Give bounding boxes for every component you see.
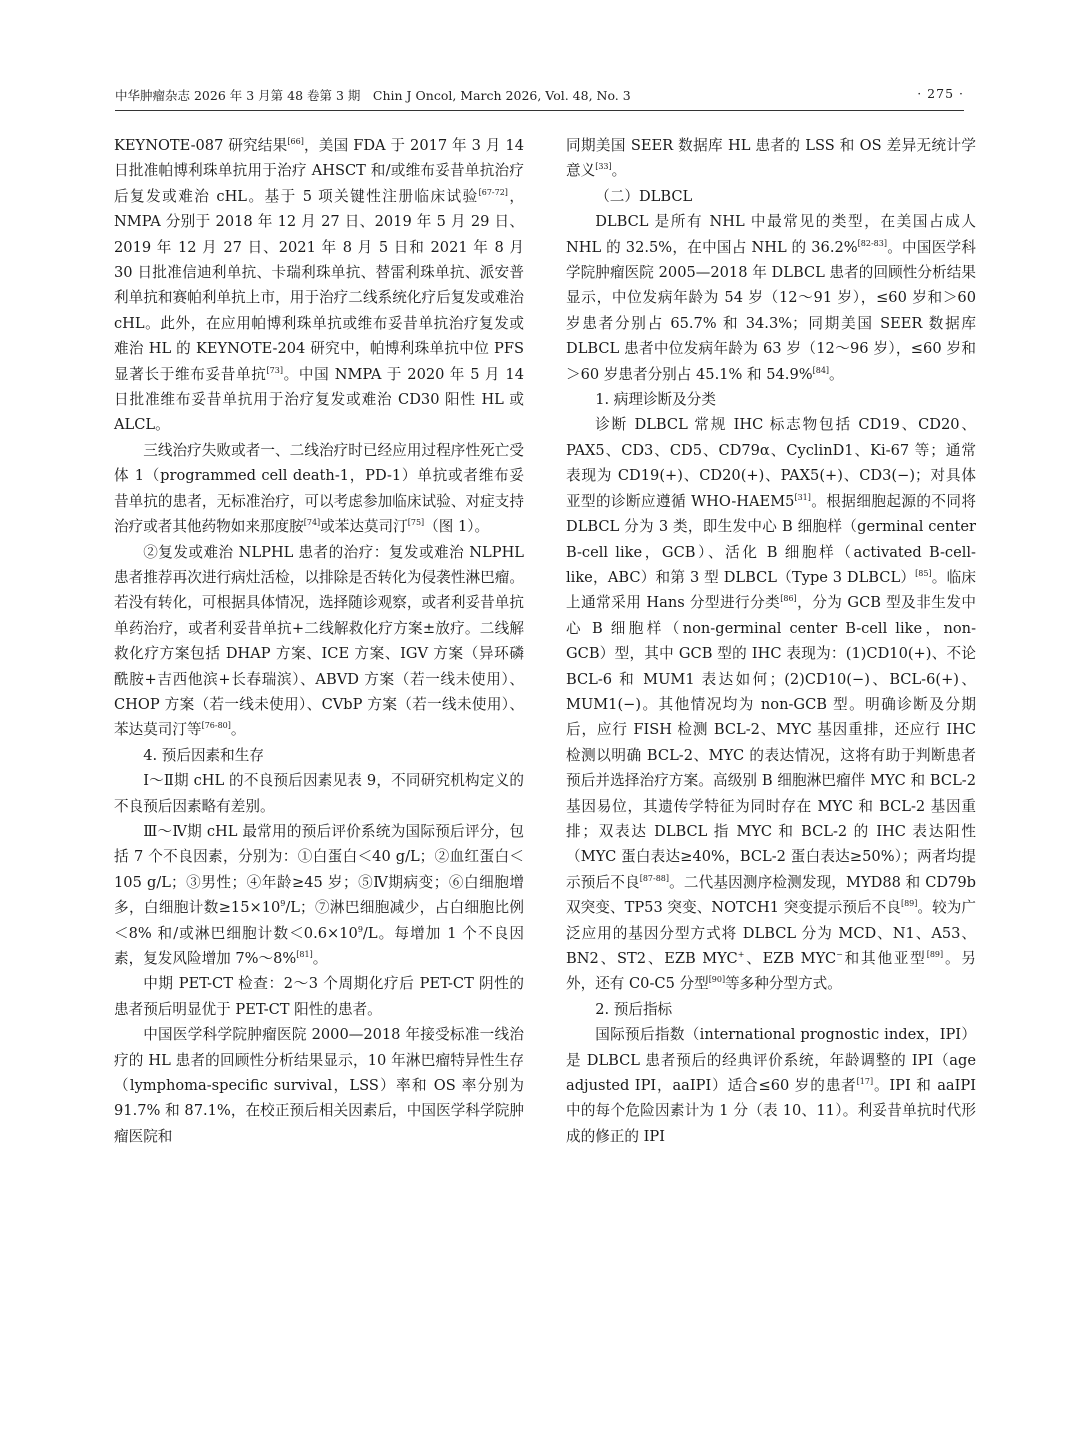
text-run: 或苯达莫司汀 [320, 518, 408, 536]
citation-ref: [87-88] [639, 873, 670, 883]
citation-ref: [73] [266, 365, 283, 375]
citation-ref: 9 [280, 899, 286, 909]
citation-ref: [90] [708, 975, 726, 985]
citation-ref: − [836, 950, 843, 959]
text-run: 1. 病理诊断及分类 [595, 391, 716, 409]
text-run: 4. 预后因素和生存 [143, 746, 264, 764]
text-run: 三线治疗失败或者一、二线治疗时已经应用过程序性死亡受体 1（programmed cell death-1，PD-1）单抗或者维布妥昔单抗的患者，无标准治疗，可以考虑参加临床试验、对症支持治疗或者其他药物如来那度胺 [114, 441, 524, 536]
text-run: 同期美国 SEER 数据库 HL 患者的 LSS 和 OS 差异无统计学意义 [566, 137, 976, 180]
text-run: ，NMPA 分别于 2018 年 12 月 27 日、2019 年 5 月 29 日、2019 年 12 月 27 日、2021 年 8 月 5 日和 2021 年 8 月 30 日批准信迪利单抗、卡瑞利珠单抗、替雷利珠单抗、派安普利单抗和赛帕利单抗上市，用于治疗二线系统化疗后复发或难治 cHL。此外，在应用帕博利珠单抗或维布妥昔单抗治疗复发或难治 HL 的 KEYNOTE-204 研究中，帕博利珠单抗中位 PFS 显著长于维布妥昔单抗 [114, 187, 524, 383]
text-run: 诊断 DLBCL 常规 IHC 标志物包括 CD19、CD20、PAX5、CD3、CD5、CD79α、CyclinD1、Ki-67 等；通常表现为 CD19(+)、CD20(+)、PAX5(+)、CD3(−)；对具体亚型的诊断应遵循 WHO-HAEM5 [566, 416, 976, 510]
citation-ref: [33] [595, 162, 612, 172]
citation-ref: [84] [812, 365, 830, 375]
section-heading [114, 743, 524, 768]
citation-ref: [85] [915, 568, 932, 578]
left-column [114, 133, 524, 1149]
paragraph [114, 133, 524, 438]
citation-ref: [89] [900, 899, 918, 909]
text-run: 和其他亚型 [842, 950, 927, 967]
text-run: （图 1）。 [424, 518, 490, 536]
citation-ref: [75] [407, 518, 425, 528]
text-run: 。较为广泛应用的基因分型方式将 DLBCL 分为 MCD、N1、A53、BN2、ST2、EZB MYC [566, 899, 976, 967]
text-run: 中期 PET-CT 检查：2～3 个周期化疗后 PET-CT 阴性的患者预后明显优于 PET-CT 阳性的患者。 [114, 975, 524, 1018]
citation-ref: [67-72] [478, 187, 508, 197]
citation-ref: [82-83] [857, 238, 887, 248]
text-run: ②复发或难治 NLPHL 患者的治疗：复发或难治 NLPHL 患者推荐再次进行病灶活检，以排除是否转化为侵袭性淋巴瘤。若没有转化，可根据具体情况，选择随诊观察，或者利妥昔单抗单药治疗，或者利妥昔单抗+二线解救化疗方案±放疗。二线解救化疗方案包括 DHAP 方案、ICE 方案、IGV 方案（异环磷酰胺+吉西他滨+长春瑞滨）、ABVD 方案（若一线未使用）、CHOP 方案（若一线未使用）、CVbP 方案（若一线未使用）、苯达莫司汀等 [114, 543, 524, 739]
paragraph [114, 971, 524, 1022]
citation-ref: [31] [794, 492, 811, 502]
text-run: 中国医学科学院肿瘤医院 2000—2018 年接受标准一线治疗的 HL 患者的回顾性分析结果显示，10 年淋巴瘤特异性生存（lymphoma-specific survival，LSS）率和 OS 率分别为 91.7% 和 87.1%，在校正预后相关因素后，中国医学科学院肿瘤医院和 [114, 1026, 524, 1145]
text-run: 。IPI 和 aaIPI 中的每个危险因素计为 1 分（表 10、11）。利妥昔单抗时代形成的修正的 IPI [566, 1077, 976, 1145]
text-run: 。 [611, 162, 627, 180]
text-run: 。 [312, 950, 328, 967]
page-number: · 275 · [917, 86, 964, 101]
text-run: ，美国 FDA 于 2017 年 3 月 14 日批准帕博利珠单抗用于治疗 AHSCT 和/或维布妥昔单抗治疗后复发或难治 cHL。基于 5 项关键性注册临床试验 [114, 137, 524, 205]
section-heading [566, 997, 976, 1022]
paragraph [566, 1022, 976, 1149]
citation-ref: 9 [357, 924, 363, 934]
running-header [115, 86, 964, 108]
text-run: DLBCL 是所有 NHL 中最常见的类型，在美国占成人 NHL 的 32.5%，在中国占 NHL 的 36.2% [566, 213, 976, 256]
text-run: 、EZB MYC [744, 950, 837, 967]
text-run: ，分为 GCB 型及非生发中心 B 细胞样（non-germinal center B-cell like，non-GCB）型，其中 GCB 型的 IHC 表现为：(1)CD10(+)、不论 BCL-6 和 MUM1 表达如何；(2)CD10(−)、BCL-6(+)、MUM1(−)。其他情况均为 non-GCB 型。明确诊断及分期后，应行 FISH 检测 BCL-2、MYC 基因重排，还应行 IHC 检测以明确 BCL-2、MYC 的表达情况，这将有助于判断患者预后并选择治疗方案。高级别 B 细胞淋巴瘤伴 MYC 和 BCL-2 基因易位，其遗传学特征为同时存在 MYC 和 BCL-2 基因重排；双表达 DLBCL 指 MYC 和 BCL-2 的 IHC 表达阳性（MYC 蛋白表达≥40%，BCL-2 蛋白表达≥50%）；两者均提示预后不良 [566, 594, 976, 891]
citation-ref: [76-80] [201, 721, 231, 731]
citation-ref: [86] [780, 594, 797, 604]
text-run: Ⅰ～Ⅱ期 cHL 的不良预后因素见表 9，不同研究机构定义的不良预后因素略有差别。 [114, 772, 524, 815]
text-run: /L。每增加 1 个不良因素，复发风险增加 7%～8% [114, 924, 525, 967]
header-rule [115, 110, 964, 111]
text-run: 。中国医学科学院肿瘤医院 2005—2018 年 DLBCL 患者的回顾性分析结果显示，中位发病年龄为 54 岁（12～91 岁），≤60 岁和＞60 岁患者分别占 65.7% 和 34.3%；同期美国 SEER 数据库 DLBCL 患者中位发病年龄为 63 岁（12～96 岁），≤60 岁和＞60 岁患者分别占 45.1% 和 54.9% [566, 238, 976, 383]
journal-citation: 中华肿瘤杂志 2026 年 3 月第 48 卷第 3 期 Chin J Oncol, March 2026, Vol. 48, No. 3 [115, 88, 631, 103]
citation-ref: [66] [287, 137, 304, 146]
citation-ref: [89] [926, 950, 944, 959]
text-run: 。 [829, 365, 844, 383]
text-run: 国际预后指数（international prognostic index，IPI）是 DLBCL 患者预后的经典评价系统，年龄调整的 IPI（age adjusted IPI，aaIPI）适合≤60 岁的患者 [566, 1026, 976, 1095]
text-run: 等多种分型方式。 [725, 975, 842, 993]
text-run: Ⅲ～Ⅳ期 cHL 最常用的预后评价系统为国际预后评分，包括 7 个不良因素，分别为：①白蛋白＜40 g/L；②血红蛋白＜105 g/L；③男性；④年龄≥45 岁；⑤Ⅳ期病变；⑥白细胞增多，白细胞计数≥15×10 [114, 822, 524, 917]
text-run: 。根据细胞起源的不同将 DLBCL 分为 3 类，即生发中心 B 细胞样（germinal center B-cell like，GCB）、活化 B 细胞样（activated B-cell-like，ABC）和第 3 型 DLBCL（Type 3 DLBCL） [566, 492, 976, 586]
section-heading [566, 387, 976, 412]
section-heading [566, 184, 976, 209]
citation-ref: [74] [303, 518, 321, 528]
text-run: KEYNOTE-087 研究结果 [114, 137, 288, 154]
paragraph [566, 209, 976, 387]
text-run: 。中国 NMPA 于 2020 年 5 月 14 日批准维布妥昔单抗用于治疗复发或难治 CD30 阳性 HL 或 ALCL。 [114, 365, 524, 434]
paragraph [566, 412, 976, 996]
right-column [566, 133, 976, 1149]
citation-ref: [81] [296, 950, 313, 959]
text-run: 2. 预后指标 [595, 1000, 673, 1018]
paragraph [114, 768, 524, 819]
paragraph [114, 819, 524, 971]
paragraph [114, 540, 524, 743]
text-run: 。另外，还有 C0-C5 分型 [566, 950, 976, 993]
text-run: 。 [230, 721, 246, 739]
paragraph [566, 133, 976, 184]
text-run: 。临床上通常采用 Hans 分型进行分类 [566, 568, 976, 612]
text-run: （二）DLBCL [595, 187, 693, 205]
text-run: /L；⑦淋巴细胞减少，占白细胞比例＜8% 和/或淋巴细胞计数＜0.6×10 [114, 899, 524, 942]
paragraph [114, 1022, 524, 1149]
text-run: 。二代基因测序检测发现，MYD88 和 CD79b 双突变、TP53 突变、NOTCH1 突变提示预后不良 [566, 873, 976, 917]
citation-ref: + [737, 950, 745, 959]
citation-ref: [17] [856, 1077, 874, 1087]
paragraph [114, 438, 524, 540]
